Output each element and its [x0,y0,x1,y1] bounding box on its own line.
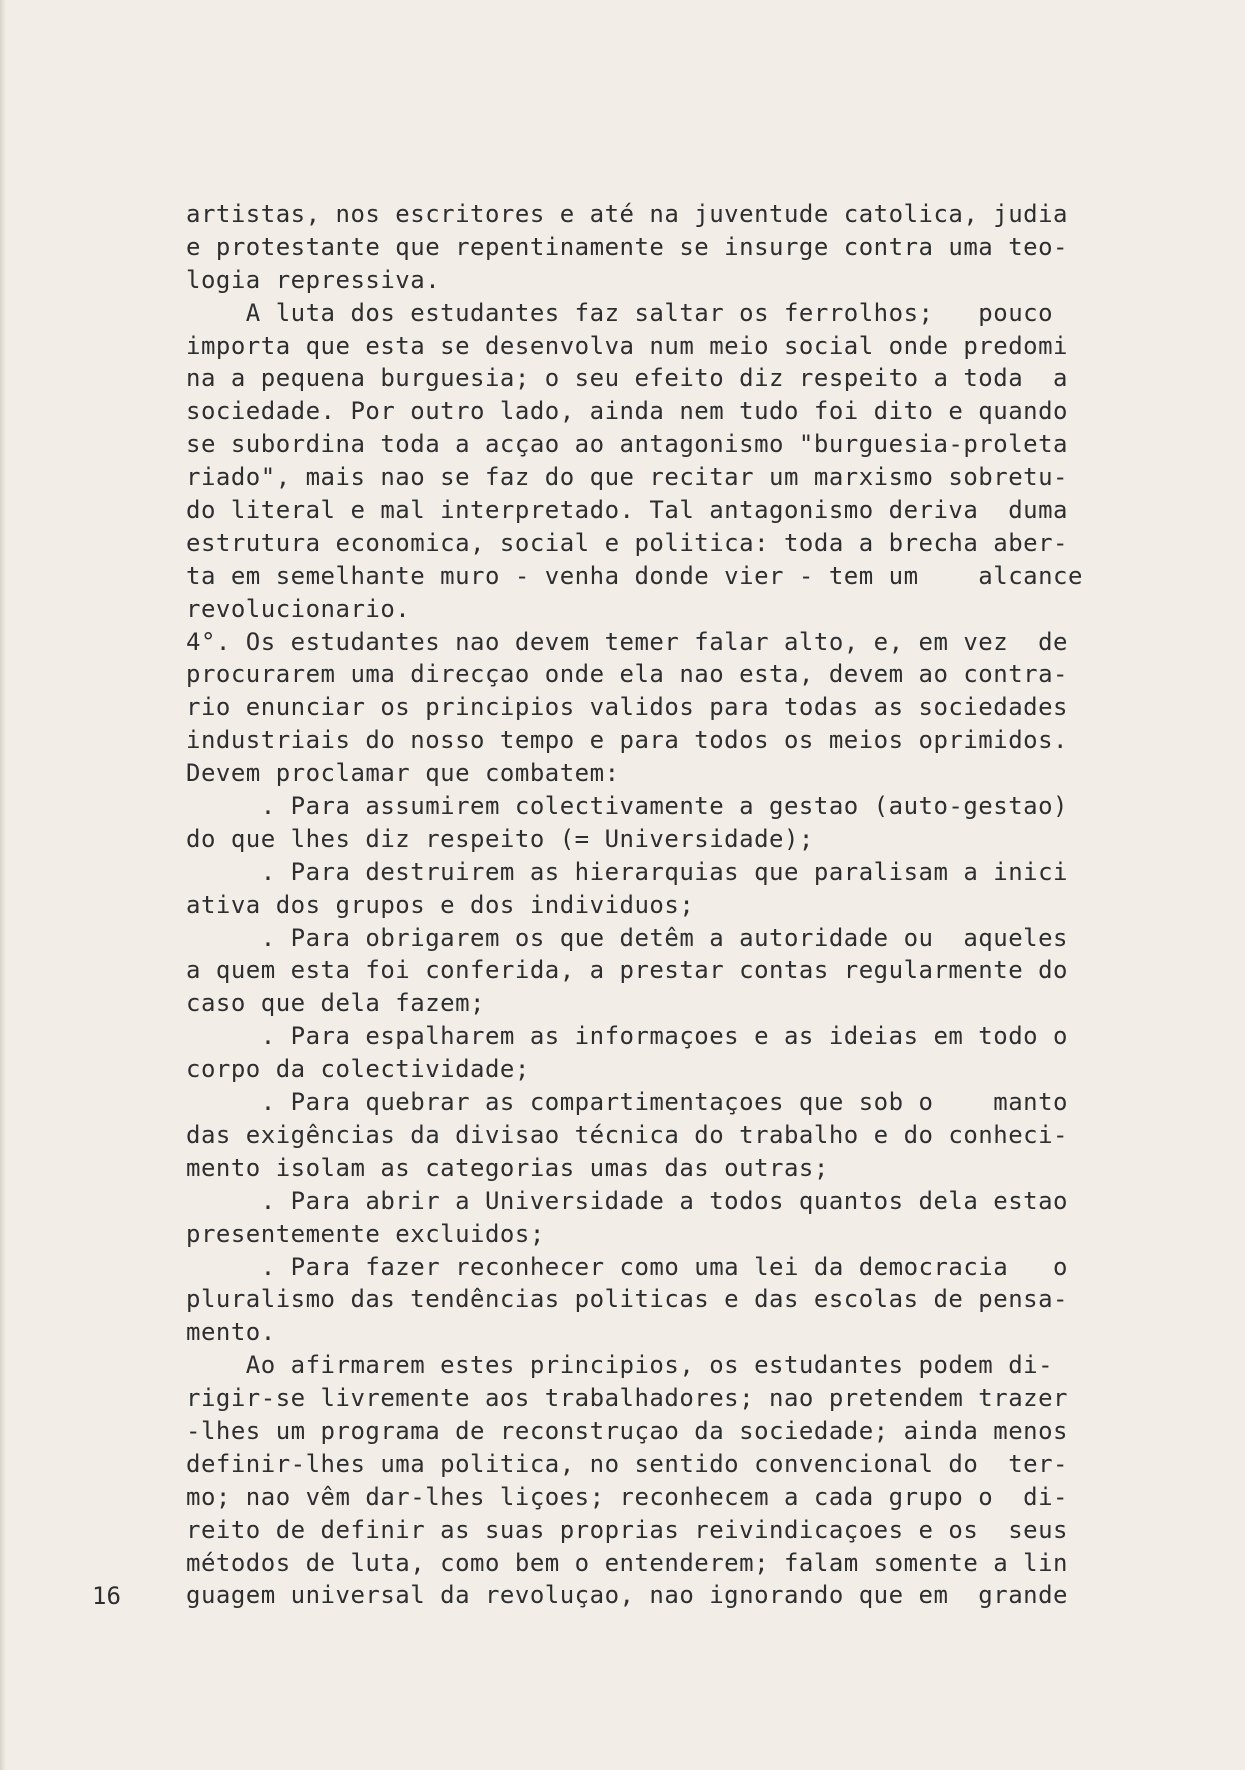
text-line: Ao afirmarem estes principios, os estudantes podem di- [186,1351,1054,1380]
text-line: rio enunciar os principios validos para todas as sociedades [186,693,1069,722]
text-line: estrutura economica, social e politica: toda a brecha aber- [186,528,1069,557]
text-line: artistas, nos escritores e até na juventude catolica, judia [186,200,1069,228]
page-edge [0,0,6,1770]
text-line: do que lhes diz respeito (= Universidade); [186,824,814,853]
text-line: -lhes um programa de reconstruçao da sociedade; ainda menos [186,1416,1069,1445]
text-line: presentemente excluidos; [186,1219,545,1248]
text-line: caso que dela fazem; [186,989,485,1018]
text-line: mento. [186,1318,276,1347]
text-line: ta em semelhante muro - venha donde vier - tem um alcance [186,561,1083,590]
text-line: importa que esta se desenvolva num meio social onde predomi [186,331,1069,360]
text-line: guagem universal da revoluçao, nao ignorando que em grande [186,1581,1069,1610]
text-line: 4°. Os estudantes nao devem temer falar alto, e, em vez de [186,627,1069,656]
text-line: definir-lhes uma politica, no sentido convencional do ter- [186,1449,1069,1478]
text-line: mento isolam as categorias umas das outras; [186,1153,829,1182]
text-line: reito de definir as suas proprias reivindicaçoes e os seus [186,1515,1069,1544]
text-line: das exigências da divisao técnica do trabalho e do conheci- [186,1120,1069,1149]
text-line: . Para quebrar as compartimentaçoes que sob o manto [186,1088,1069,1117]
text-line: revolucionario. [186,594,411,623]
text-line: . Para obrigarem os que detêm a autoridade ou aqueles [186,923,1069,952]
text-line: na a pequena burguesia; o seu efeito diz respeito a toda a [186,364,1069,393]
text-line: . Para destruirem as hierarquias que paralisam a inici [186,857,1069,886]
text-line: . Para fazer reconhecer como uma lei da democracia o [186,1252,1069,1281]
text-line: riado", mais nao se faz do que recitar um marxismo sobretu- [186,463,1069,492]
text-line: ativa dos grupos e dos individuos; [186,890,695,919]
page-number: 16 [92,1582,121,1610]
text-line: industriais do nosso tempo e para todos os meios oprimidos. [186,726,1069,755]
body-text [186,198,1171,1612]
text-line: mo; nao vêm dar-lhes liçoes; reconhecem a cada grupo o di- [186,1482,1069,1511]
text-line: logia repressiva. [186,265,441,294]
text-line: sociedade. Por outro lado, ainda nem tudo foi dito e quando [186,397,1069,426]
text-line: rigir-se livremente aos trabalhadores; nao pretendem trazer [186,1384,1069,1413]
text-line: A luta dos estudantes faz saltar os ferrolhos; pouco [186,298,1054,327]
text-line: se subordina toda a acçao ao antagonismo "burguesia-proleta [186,430,1069,459]
text-line: . Para espalharem as informaçoes e as ideias em todo o [186,1022,1069,1051]
text-line: do literal e mal interpretado. Tal antagonismo deriva duma [186,496,1069,525]
text-line: a quem esta foi conferida, a prestar contas regularmente do [186,956,1069,985]
text-line: métodos de luta, como bem o entenderem; falam somente a lin [186,1548,1069,1577]
text-line: procurarem uma direcçao onde ela nao esta, devem ao contra- [186,660,1069,689]
text-line: pluralismo das tendências politicas e das escolas de pensa- [186,1285,1069,1314]
text-line: corpo da colectividade; [186,1055,530,1084]
text-line: . Para abrir a Universidade a todos quantos dela estao [186,1186,1069,1215]
text-line: Devem proclamar que combatem: [186,759,620,788]
text-line: . Para assumirem colectivamente a gestao (auto-gestao) [186,792,1069,821]
text-line: e protestante que repentinamente se insurge contra uma teo- [186,232,1069,261]
